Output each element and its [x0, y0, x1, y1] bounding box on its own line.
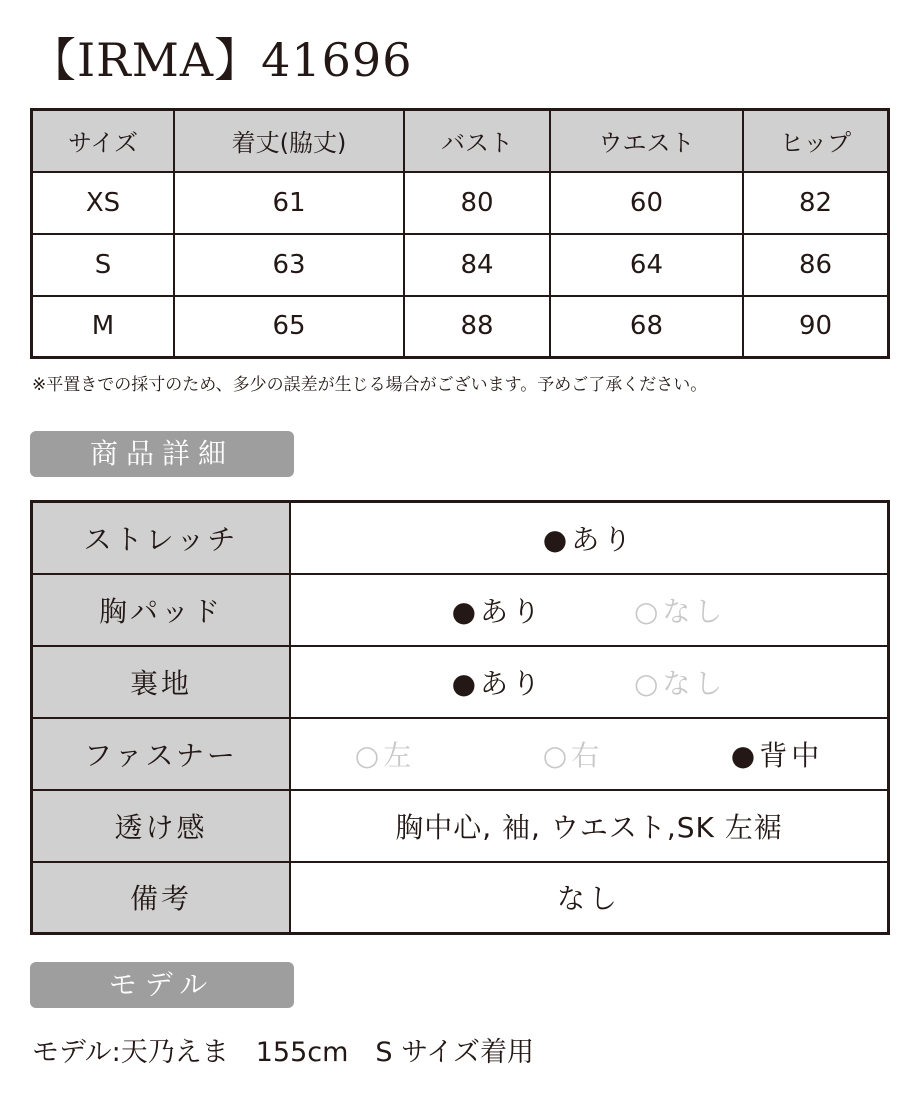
- table-row: [32, 574, 889, 646]
- size-label: M: [32, 296, 175, 358]
- table-row: [32, 718, 889, 790]
- table-row: [32, 296, 889, 358]
- lining-option-no: ○なし: [634, 666, 727, 700]
- model-heading: モデル: [30, 962, 294, 1008]
- bust-value: 88: [404, 296, 550, 358]
- fastener-option-right: ○右: [542, 738, 604, 772]
- pad-option-yes: ●あり: [451, 594, 544, 628]
- length-value: 61: [174, 172, 404, 234]
- length-value: 63: [174, 234, 404, 296]
- length-value: 65: [174, 296, 404, 358]
- table-row: [32, 790, 889, 862]
- measurement-note: ※平置きでの採寸のため、多少の誤差が生じる場合がございます。予めご了承ください。: [32, 375, 708, 395]
- size-label: XS: [32, 172, 175, 234]
- header-hip: ヒップ: [743, 110, 888, 172]
- size-label: S: [32, 234, 175, 296]
- table-row: [32, 862, 889, 934]
- sheer-label: 透け感: [32, 790, 291, 862]
- sheer-value: 胸中心, 袖, ウエスト,SK 左裾: [290, 790, 889, 862]
- hip-value: 90: [743, 296, 888, 358]
- bust-value: 84: [404, 234, 550, 296]
- page-title: 【IRMA】41696: [30, 33, 413, 87]
- waist-value: 60: [550, 172, 743, 234]
- waist-value: 68: [550, 296, 743, 358]
- bust-value: 80: [404, 172, 550, 234]
- pad-label: 胸パッド: [32, 574, 291, 646]
- table-row: [32, 172, 889, 234]
- pad-option-no: ○なし: [634, 594, 727, 628]
- size-table: [30, 108, 890, 359]
- header-size: サイズ: [32, 110, 175, 172]
- table-row: [32, 502, 889, 574]
- remarks-label: 備考: [32, 862, 291, 934]
- fastener-label: ファスナー: [32, 718, 291, 790]
- table-row: [32, 646, 889, 718]
- model-info: モデル:天乃えま 155cm S サイズ着用: [32, 1037, 534, 1068]
- fastener-option-left: ○左: [354, 738, 416, 772]
- lining-option-yes: ●あり: [451, 666, 544, 700]
- size-table-header: [32, 110, 889, 172]
- stretch-value: ●あり: [290, 502, 889, 574]
- hip-value: 82: [743, 172, 888, 234]
- remarks-value: なし: [290, 862, 889, 934]
- fastener-option-back: ●背中: [730, 738, 824, 772]
- details-table: [30, 500, 890, 935]
- stretch-label: ストレッチ: [32, 502, 291, 574]
- hip-value: 86: [743, 234, 888, 296]
- details-heading: 商品詳細: [30, 431, 294, 477]
- header-bust: バスト: [404, 110, 550, 172]
- header-length: 着丈(脇丈): [174, 110, 404, 172]
- table-row: [32, 234, 889, 296]
- waist-value: 64: [550, 234, 743, 296]
- header-waist: ウエスト: [550, 110, 743, 172]
- lining-label: 裏地: [32, 646, 291, 718]
